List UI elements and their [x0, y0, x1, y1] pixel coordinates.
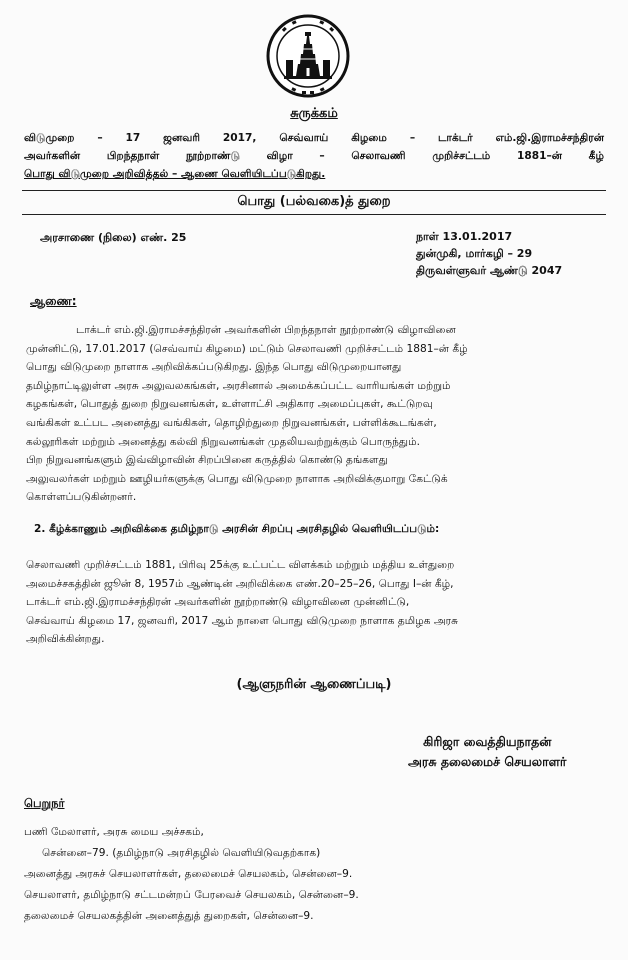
- department-name: பொது (பல்வகை)த் துறை: [237, 194, 391, 209]
- recipients-heading: பெறுநர்: [24, 796, 65, 810]
- paragraph-line: அமைச்சகத்தின் ஜூன் 8, 1957ம் ஆண்டின் அறிவிக்கை எண்.20–25–26, பொது I–ன் கீழ்,: [26, 577, 454, 590]
- paragraph-line: கழகங்கள், பொதுத் துறை நிறுவனங்கள், உள்ளாட்சி அதிகார அமைப்புகள், கூட்டுறவு: [26, 398, 433, 411]
- paragraph-line: கொள்ளப்படுகின்றனர்.: [26, 491, 137, 504]
- abstract-line: அவர்களின் பிறந்தநாள் நூற்றாண்டு விழா – செலாவணி முறிச்சட்டம் 1881–ன் கீழ்: [24, 150, 604, 162]
- paragraph-line: செலாவணி முறிச்சட்டம் 1881, பிரிவு 25க்கு உட்பட்ட விளக்கம் மற்றும் மத்திய உள்துறை: [26, 559, 455, 571]
- tamil-date-line: துன்முகி, மார்கழி – 29: [416, 247, 533, 260]
- paragraph-line: பொது விடுமுறை நாளாக அறிவிக்கப்படுகிறது. இந்த பொது விடுமுறையானது: [26, 361, 402, 374]
- date-line: நாள் 13.01.2017: [416, 230, 513, 243]
- order-heading: ஆணை:: [30, 294, 77, 308]
- abstract-line: விடுமுறை – 17 ஜனவரி 2017, செவ்வாய் கிழமை – டாக்டர் எம்.ஜி.இராமச்சந்திரன்: [24, 132, 604, 144]
- paragraph-line: தமிழ்நாட்டிலுள்ள அரசு அலுவலகங்கள், அரசினால் அமைக்கப்பட்ட வாரியங்கள் மற்றும்: [26, 379, 451, 392]
- paragraph-line: டாக்டர் எம்.ஜி.இராமச்சந்திரன் அவர்களின் நூற்றாண்டு விழாவினை முன்னிட்டு,: [26, 596, 410, 609]
- recipient-line: பணி மேலாளர், அரசு மைய அச்சகம்,: [24, 826, 204, 838]
- gazette-notification: [26, 556, 606, 649]
- go-number: அரசாணை (நிலை) எண். 25: [40, 231, 187, 244]
- by-order-of-governor: (ஆளுநரின் ஆணைப்படி): [236, 677, 392, 692]
- paragraph-line: கல்லூரிகள் மற்றும் அனைத்து கல்வி நிறுவனங்கள் முதலியவற்றுக்கும் பொருந்தும்.: [26, 435, 421, 448]
- signature-block: [408, 732, 566, 772]
- tamil-nadu-emblem-icon: [266, 14, 350, 98]
- paragraph-line: செவ்வாய் கிழமை 17, ஜனவரி, 2017 ஆம் நாளை பொது விடுமுறை நாளாக தமிழக அரசு: [26, 614, 459, 627]
- paragraph-line: 2. கீழ்க்காணும் அறிவிக்கை தமிழ்நாடு அரசின் சிறப்பு அரசிதழில் வெளியிடப்படும்:: [34, 523, 440, 535]
- abstract-line: பொது விடுமுறை அறிவித்தல் – ஆணை வெளியிடப்படுகிறது.: [24, 168, 326, 180]
- paragraph-line: அலுவலர்கள் மற்றும் ஊழியர்களுக்கு பொது விடுமுறை நாளாக அறிவிக்குமாறு கேட்டுக்: [26, 472, 448, 485]
- paragraph-line: முன்னிட்டு, 17.01.2017 (செவ்வாய் கிழமை) மட்டும் செலாவணி முறிச்சட்டம் 1881–ன் கீழ்: [26, 342, 468, 355]
- divider-bottom: [22, 214, 606, 215]
- paragraph-line: அறிவிக்கின்றது.: [26, 633, 105, 646]
- recipient-line: சென்னை–79. (தமிழ்நாடு அரசிதழில் வெளியிடுவதற்காக): [42, 847, 321, 859]
- order-paragraph-2: [26, 520, 606, 539]
- abstract-text: [24, 129, 604, 183]
- department-band: [22, 190, 606, 215]
- paragraph-line: டாக்டர் எம்.ஜி.இராமச்சந்திரன் அவர்களின் பிறந்தநாள் நூற்றாண்டு விழாவினை: [76, 324, 456, 336]
- date-block: [416, 228, 562, 279]
- paragraph-line: வங்கிகள் உட்பட அனைத்து வங்கிகள், தொழிற்துறை நிறுவனங்கள், பள்ளிக்கூடங்கள்,: [26, 416, 437, 429]
- thiruvalluvar-year-line: திருவள்ளுவர் ஆண்டு 2047: [416, 264, 563, 277]
- recipient-line: செயலாளர், தமிழ்நாடு சட்டமன்றப் பேரவைச் செயலகம், சென்னை–9.: [24, 889, 359, 901]
- recipient-line: தலைமைச் செயலகத்தின் அனைத்துத் துறைகள், சென்னை–9.: [24, 910, 314, 922]
- signatory-designation: அரசு தலைமைச் செயலாளர்: [408, 754, 567, 769]
- signatory-name: கிரிஜா வைத்தியநாதன்: [423, 734, 552, 749]
- recipients-list: [24, 822, 359, 927]
- abstract-title: சுருக்கம்: [290, 106, 338, 121]
- recipient-line: அனைத்து அரசுச் செயலாளர்கள், தலைமைச் செயலகம், சென்னை–9.: [24, 868, 353, 880]
- paragraph-line: பிற நிறுவனங்களும் இவ்விழாவின் சிறப்பினை கருத்தில் கொண்டு தங்களது: [26, 454, 388, 467]
- order-paragraph-1: [26, 321, 606, 507]
